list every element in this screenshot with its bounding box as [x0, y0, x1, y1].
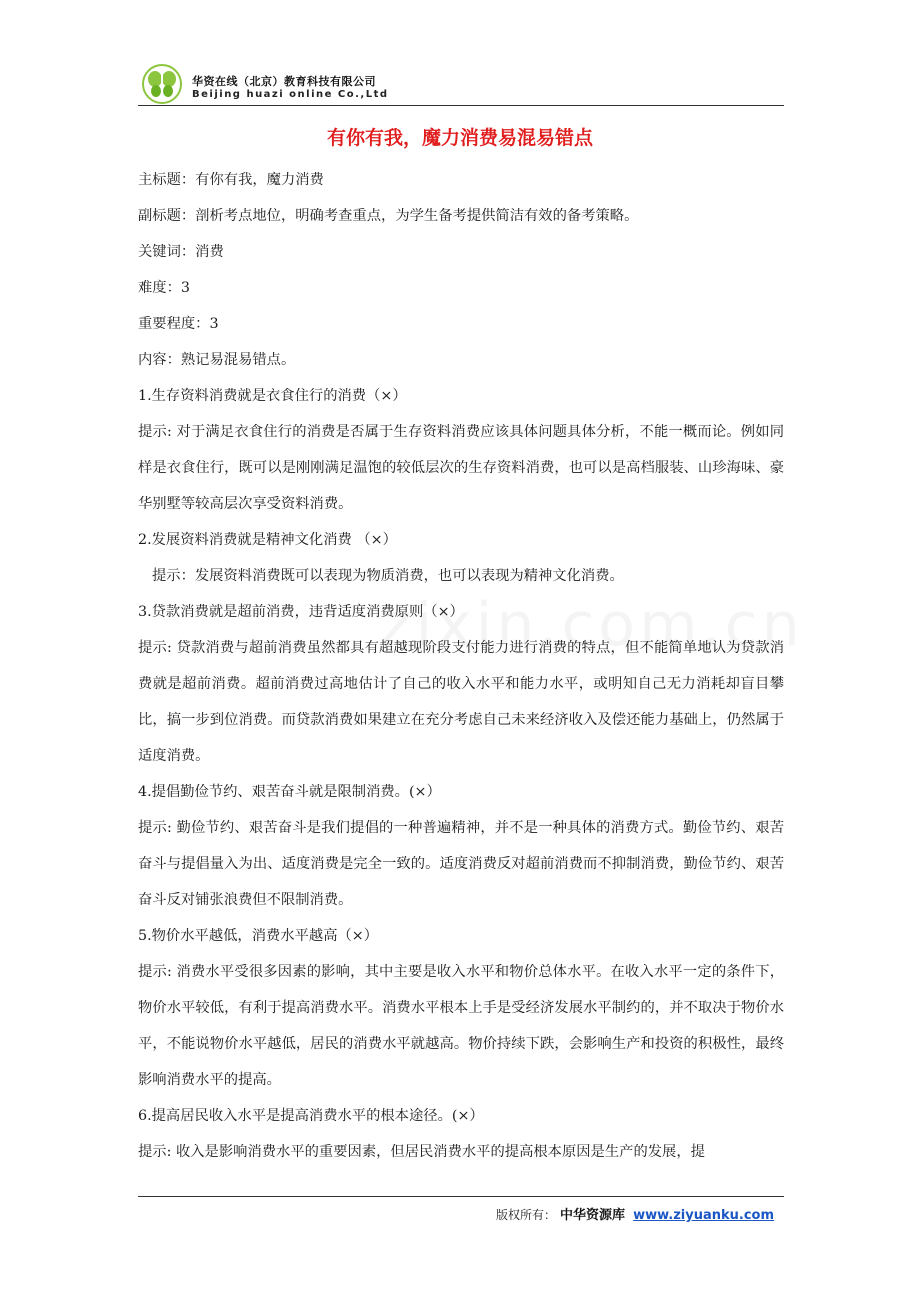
item-statement: 1.生存资料消费就是衣食住行的消费（×）	[138, 388, 407, 404]
document-body	[138, 162, 784, 1170]
footer-url-link[interactable]: www.ziyuanku.com	[633, 1208, 774, 1223]
header-divider	[138, 105, 784, 106]
item-statement: 5.物价水平越低，消费水平越高（×）	[138, 928, 379, 944]
importance-line: 重要程度：3	[138, 316, 219, 332]
butterfly-logo-icon	[142, 64, 182, 104]
main-title-line: 主标题：有你有我，魔力消费	[138, 172, 324, 188]
item-hint: 提示: 对于满足衣食住行的消费是否属于生存资料消费应该具体问题具体分析，不能一概而论。例如同样是衣食住行，既可以是刚刚满足温饱的较低层次的生存资料消费，也可以是高档服装、山珍海味、豪华别墅等较高层次享受资料消费。	[138, 424, 784, 512]
keywords-line: 关键词：消费	[138, 244, 224, 260]
footer-divider	[138, 1196, 784, 1197]
footer-brand: 中华资源库	[560, 1208, 626, 1223]
item-hint: 提示: 勤俭节约、艰苦奋斗是我们提倡的一种普遍精神，并不是一种具体的消费方式。勤俭节约、艰苦奋斗与提倡量入为出、适度消费是完全一致的。适度消费反对超前消费而不抑制消费，勤俭节约、艰苦奋斗反对铺张浪费但不限制消费。	[138, 820, 784, 908]
company-name-en: Beijing huazi online Co.,Ltd	[192, 89, 389, 100]
item-statement: 4.提倡勤俭节约、艰苦奋斗就是限制消费。(×）	[138, 784, 441, 800]
item-statement: 3.贷款消费就是超前消费，违背适度消费原则（×）	[138, 604, 464, 620]
subtitle-line: 副标题：剖析考点地位，明确考查重点，为学生备考提供简洁有效的备考策略。	[138, 208, 639, 224]
item-hint: 提示: 消费水平受很多因素的影响，其中主要是收入水平和物价总体水平。在收入水平一定的条件下，物价水平较低，有利于提高消费水平。消费水平根本上手是受经济发展水平制约的，并不取决于物价水平，不能说物价水平越低，居民的消费水平就越高。物价持续下跌，会影响生产和投资的积极性，最终影响消费水平的提高。	[138, 964, 784, 1088]
item-hint: 提示：发展资料消费既可以表现为物质消费，也可以表现为精神文化消费。	[152, 568, 624, 584]
copyright-label: 版权所有：	[496, 1208, 557, 1222]
item-hint: 提示: 贷款消费与超前消费虽然都具有超越现阶段支付能力进行消费的特点，但不能简单地认为贷款消费就是超前消费。超前消费过高地估计了自己的收入水平和能力水平，或明知自己无力消耗却盲目攀比，搞一步到位消费。而贷款消费如果建立在充分考虑自己未来经济收入及偿还能力基础上，仍然属于适度消费。	[138, 640, 784, 764]
page-footer	[496, 1204, 774, 1223]
item-hint: 提示: 收入是影响消费水平的重要因素，但居民消费水平的提高根本原因是生产的发展，提	[138, 1144, 705, 1160]
item-statement: 6.提高居民收入水平是提高消费水平的根本途径。(×）	[138, 1108, 484, 1124]
difficulty-line: 难度：3	[138, 280, 190, 296]
content-line: 内容：熟记易混易错点。	[138, 352, 296, 368]
page-title: 有你有我，魔力消费易混易错点	[326, 127, 593, 149]
page-header	[138, 58, 784, 104]
company-name-cn: 华资在线（北京）教育科技有限公司	[192, 75, 376, 88]
item-statement: 2.发展资料消费就是精神文化消费 （×）	[138, 532, 397, 548]
